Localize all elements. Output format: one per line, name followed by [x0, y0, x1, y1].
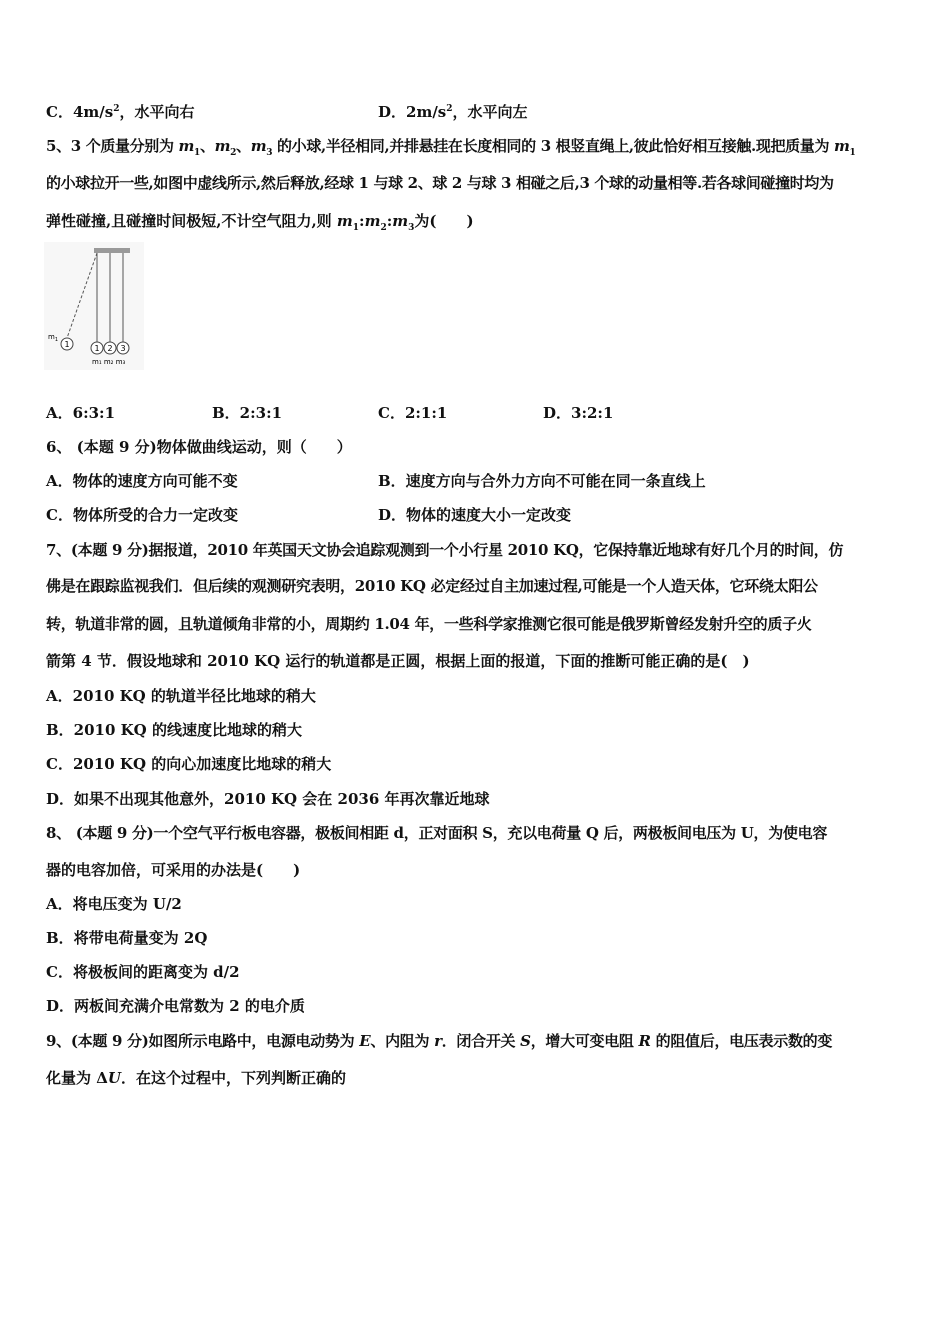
q7-stem-line4: 箭第 4 节．假设地球和 2010 KQ 运行的轨道都是正圆，根据上面的报道，下面的推断可能正确的是( ): [46, 652, 750, 670]
q5-option-c: C．2:1:1: [378, 404, 448, 422]
q7-option-c: C．2010 KQ 的向心加速度比地球的稍大: [46, 755, 332, 773]
prev-option-c: C．$4m/s^2$，水平向右: [46, 103, 195, 121]
q8-option-a: A．将电压变为 U/2: [46, 895, 182, 913]
ball-1-label: 1: [94, 344, 100, 353]
q9-stem-line2: 化量为 ΔU．在这个过程中，下列判断正确的: [46, 1069, 346, 1087]
ball-3-label: 3: [120, 344, 126, 353]
q6-stem: 6、 (本题 9 分)物体做曲线运动，则（ ）: [46, 438, 352, 456]
q7-option-a: A．2010 KQ 的轨道半径比地球的稍大: [46, 687, 316, 705]
q6-option-d: D．物体的速度大小一定改变: [378, 506, 572, 524]
q7-stem-line3: 转，轨道非常的圆，且轨道倾角非常的小，周期约 1.04 年，一些科学家推测它很可能是俄罗斯曾经发射升空的质子火: [46, 615, 812, 633]
q7-stem-line1: 7、(本题 9 分)据报道，2010 年英国天文协会追踪观测到一个小行星 2010 KQ，它保持靠近地球有好几个月的时间，仿: [46, 541, 844, 559]
q5-option-b: B．2:3:1: [212, 404, 283, 422]
q8-option-d: D．两板间充满介电常数为 2 的电介质: [46, 997, 305, 1015]
q6-option-a: A．物体的速度方向可能不变: [46, 472, 238, 490]
q9-stem-line1: 9、(本题 9 分)如图所示电路中，电源电动势为 E、内阻为 r．闭合开关 S，增大可变电阻 R 的阻值后，电压表示数的变: [46, 1032, 833, 1050]
mass-labels: m₁ m₂ m₃: [92, 358, 126, 366]
pendulum-figure: [44, 242, 144, 370]
q5-stem-line1: 5、3 个质量分别为 $m_1$、$m_2$、$m_3$ 的小球,半径相同,并排悬挂在长度相同的 3 根竖直绳上,彼此恰好相互接触.现把质量为 $m_1$: [46, 137, 856, 158]
q8-option-b: B．将带电荷量变为 2Q: [46, 929, 208, 947]
q5-stem-line3: 弹性碰撞,且碰撞时间极短,不计空气阻力,则 $m_1:m_2:m_3$为( ): [46, 212, 474, 233]
ball-2-label: 2: [107, 344, 113, 353]
q5-option-d: D．3:2:1: [543, 404, 614, 422]
q8-stem-line1: 8、 (本题 9 分)一个空气平行板电容器，极板间相距 d，正对面积 S，充以电荷量 Q 后，两极板间电压为 U，为使电容: [46, 824, 828, 842]
q6-option-b: B．速度方向与合外力方向不可能在同一条直线上: [378, 472, 706, 490]
q6-option-c: C．物体所受的合力一定改变: [46, 506, 238, 524]
q5-option-a: A．6:3:1: [46, 404, 116, 422]
q7-option-b: B．2010 KQ 的线速度比地球的稍大: [46, 721, 302, 739]
displaced-ball-label: 1: [64, 340, 70, 349]
q7-stem-line2: 佛是在跟踪监视我们．但后续的观测研究表明，2010 KQ 必定经过自主加速过程,可能是一个人造天体，它环绕太阳公: [46, 577, 818, 595]
side-mass-label: $m_1$: [48, 333, 59, 343]
q8-option-c: C．将极板间的距离变为 d/2: [46, 963, 240, 981]
q8-stem-line2: 器的电容加倍，可采用的办法是( ): [46, 861, 301, 879]
q7-option-d: D．如果不出现其他意外，2010 KQ 会在 2036 年再次靠近地球: [46, 790, 490, 808]
q5-stem-line2: 的小球拉开一些,如图中虚线所示,然后释放,经球 1 与球 2、球 2 与球 3 相碰之后,3 个球的动量相等.若各球间碰撞时均为: [46, 174, 834, 192]
prev-option-d: D．$2m/s^2$，水平向左: [378, 103, 528, 121]
ceiling-support: [94, 248, 130, 253]
